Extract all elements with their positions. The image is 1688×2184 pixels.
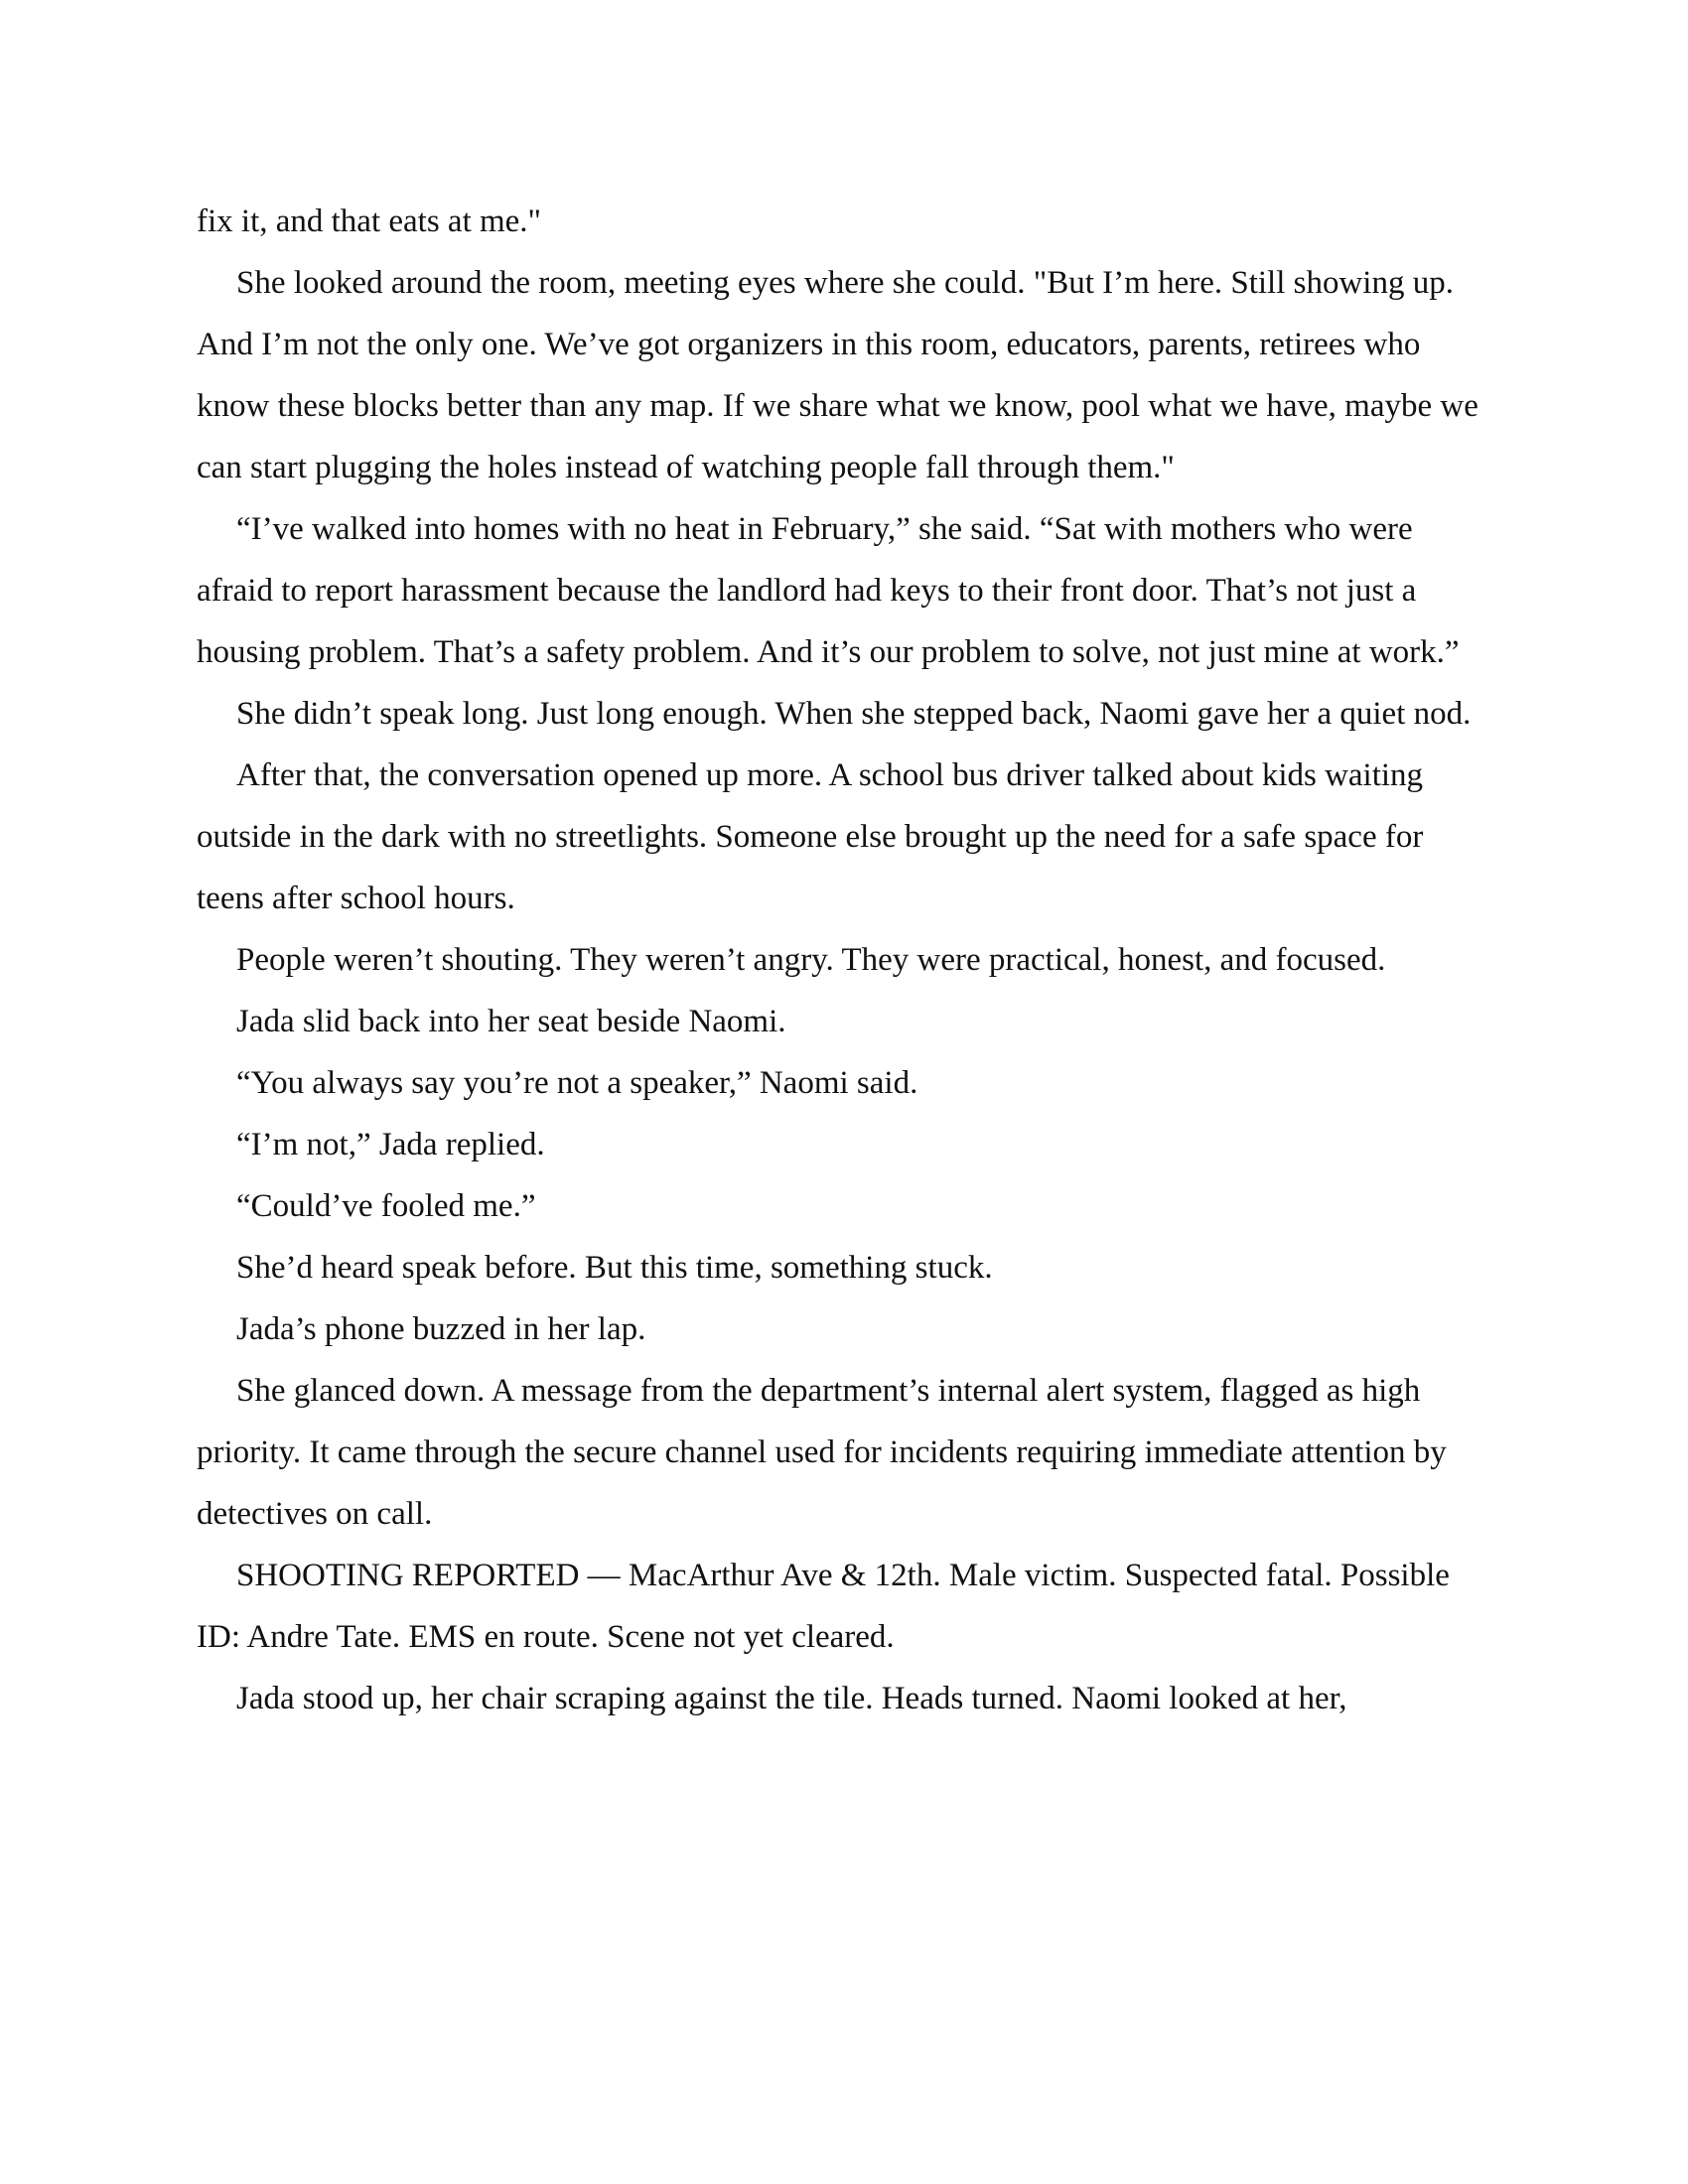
alert-message-paragraph: SHOOTING REPORTED — MacArthur Ave & 12th. Male victim. Suspected fatal. Possible ID: Andre Tate. EMS en route. Scene not yet cleared. — [197, 1558, 1450, 1655]
paragraph: She didn’t speak long. Just long enough. When she stepped back, Naomi gave her a quiet nod. — [236, 696, 1472, 732]
paragraph: After that, the conversation opened up more. A school bus driver talked about kids waiting outside in the dark with no streetlights. Someone else brought up the need for a safe space for teens after school hours. — [197, 757, 1424, 916]
body-text — [197, 191, 1487, 1729]
paragraph: She’d heard speak before. But this time, something stuck. — [236, 1250, 993, 1286]
paragraph: Jada slid back into her seat beside Naomi. — [236, 1004, 786, 1039]
paragraph: “You always say you’re not a speaker,” Naomi said. — [236, 1065, 918, 1101]
paragraph: “I’ve walked into homes with no heat in February,” she said. “Sat with mothers who were afraid to report harassment because the landlord had keys to their front door. That’s not just a housing problem. That’s a safety problem. And it’s our problem to solve, not just mine at work.” — [197, 511, 1460, 670]
paragraph: “I’m not,” Jada replied. — [236, 1127, 545, 1162]
paragraph: People weren’t shouting. They weren’t angry. They were practical, honest, and focused. — [236, 942, 1386, 978]
paragraph: Jada’s phone buzzed in her lap. — [236, 1311, 646, 1347]
paragraph: She glanced down. A message from the department’s internal alert system, flagged as high priority. It came through the secure channel used for incidents requiring immediate attention by detectives on call. — [197, 1373, 1447, 1532]
paragraph: Jada stood up, her chair scraping against the tile. Heads turned. Naomi looked at her, — [236, 1681, 1347, 1716]
paragraph: “Could’ve fooled me.” — [236, 1188, 536, 1224]
paragraph-continued: fix it, and that eats at me." — [197, 204, 542, 239]
paragraph: She looked around the room, meeting eyes where she could. "But I’m here. Still showing up. And I’m not the only one. We’ve got organizers in this room, educators, parents, retirees who know these blocks better than any map. If we share what we know, pool what we have, maybe we can start plugging the holes instead of watching people fall through them." — [197, 265, 1478, 485]
